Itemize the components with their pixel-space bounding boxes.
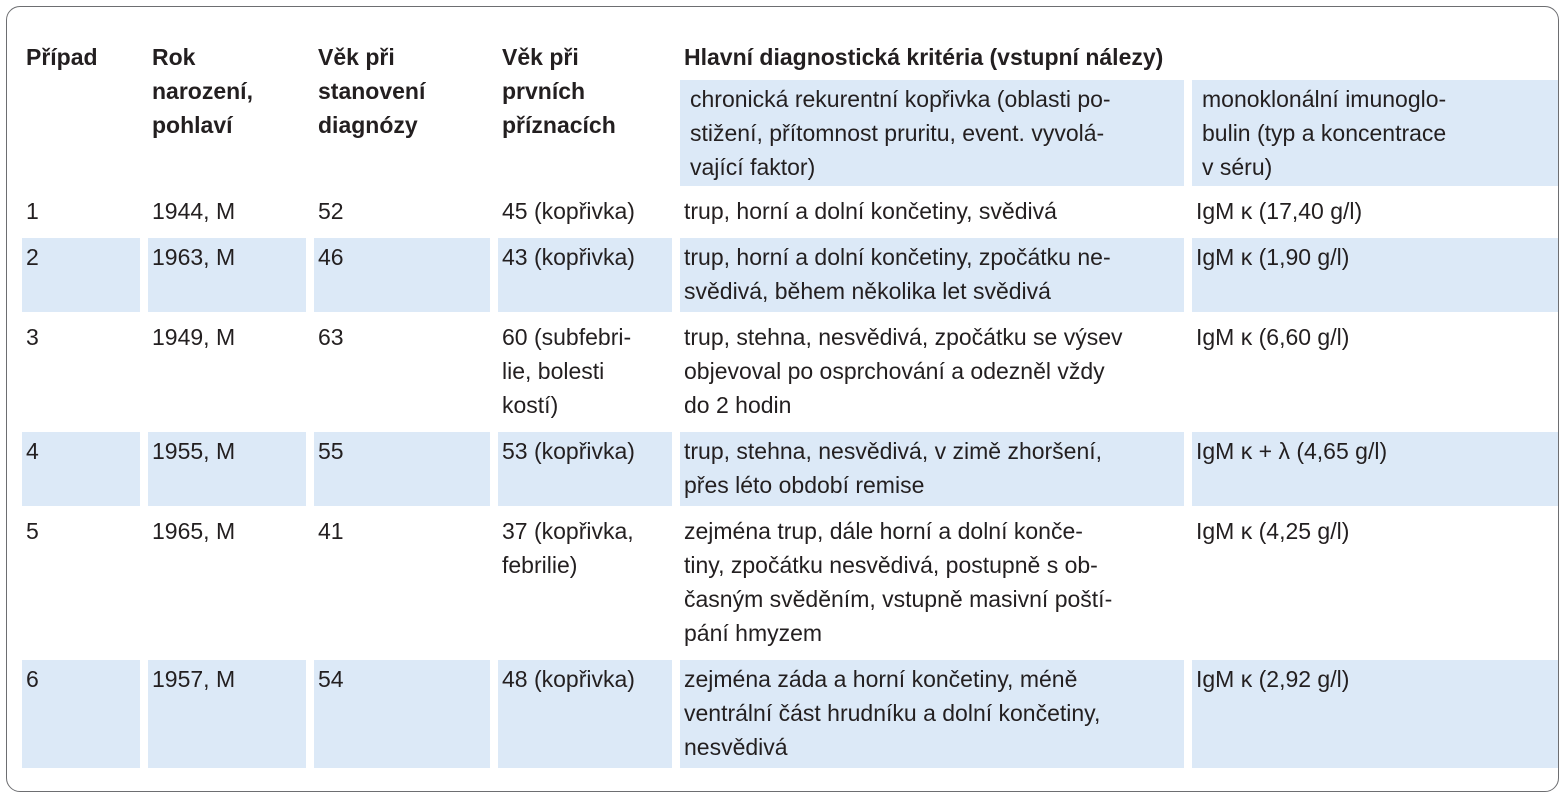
cell-immunoglobulin: IgM κ + λ (4,65 g/l) — [1192, 432, 1558, 506]
cell-age-first: 53 (kopřivka) — [498, 432, 672, 506]
cell-age-diagnosis: 55 — [314, 432, 490, 506]
cell-age-first: 45 (kopřivka) — [502, 198, 635, 224]
cell-urticaria: trup, horní a dolní končetiny, zpočátku ne- svědivá, během několika let svědivá — [680, 238, 1184, 312]
cell-age-diagnosis: 54 — [314, 660, 490, 768]
header-urticaria: chronická rekurentní kopřivka (oblasti po- stižení, přítomnost pruritu, event. vyvolá- vající faktor) — [680, 80, 1184, 186]
cell-urticaria: zejména záda a horní končetiny, méně ventrální část hrudníku a dolní končetiny, nesvědivá — [680, 660, 1184, 768]
cell-case: 4 — [22, 432, 140, 506]
table-row — [22, 238, 1558, 312]
cell-immunoglobulin: IgM κ (2,92 g/l) — [1192, 660, 1558, 768]
cell-case: 5 — [26, 518, 39, 544]
cell-age-diagnosis: 46 — [314, 238, 490, 312]
header-criteria: Hlavní diagnostická kritéria (vstupní nálezy) — [684, 44, 1164, 70]
table-row — [22, 192, 1558, 232]
cell-urticaria: trup, stehna, nesvědivá, zpočátku se výsev objevoval po osprchování a odezněl vždy do 2 hodin — [684, 324, 1123, 418]
cell-immunoglobulin: IgM κ (6,60 g/l) — [1196, 324, 1350, 350]
cell-immunoglobulin: IgM κ (1,90 g/l) — [1192, 238, 1558, 312]
cell-birth: 1957, M — [148, 660, 306, 768]
cell-birth: 1944, M — [152, 198, 236, 224]
cell-urticaria: trup, horní a dolní končetiny, svědivá — [684, 198, 1057, 224]
cell-case: 6 — [22, 660, 140, 768]
cell-age-diagnosis: 41 — [318, 518, 344, 544]
cell-birth: 1963, M — [148, 238, 306, 312]
header-birth: Rok narození, pohlaví — [152, 44, 253, 138]
header-age-first-symptoms: Věk při prvních příznacích — [502, 44, 616, 138]
cell-age-diagnosis: 63 — [318, 324, 344, 350]
cell-urticaria: zejména trup, dále horní a dolní konče- tiny, zpočátku nesvědivá, postupně s ob- časným svěděním, vstupně masivní poští- pání hmyzem — [684, 518, 1113, 646]
cell-immunoglobulin: IgM κ (17,40 g/l) — [1196, 198, 1363, 224]
table-row — [22, 318, 1558, 426]
header-immunoglobulin: monoklonální imunoglo- bulin (typ a koncentrace v séru) — [1192, 80, 1558, 186]
header-row — [22, 40, 1558, 74]
table-row — [22, 512, 1558, 654]
cell-age-first: 43 (kopřivka) — [498, 238, 672, 312]
cell-case: 2 — [22, 238, 140, 312]
cell-age-first: 60 (subfebri- lie, bolesti kostí) — [502, 324, 632, 418]
cell-birth: 1955, M — [148, 432, 306, 506]
header-age-diagnosis: Věk při stanovení diagnózy — [318, 44, 426, 138]
table-row — [22, 660, 1558, 768]
table-row — [22, 432, 1558, 506]
cell-age-first: 48 (kopřivka) — [498, 660, 672, 768]
cell-urticaria: trup, stehna, nesvědivá, v zimě zhoršení, přes léto období remise — [680, 432, 1184, 506]
cell-birth: 1965, M — [152, 518, 236, 544]
data-table — [14, 34, 1566, 774]
cell-case: 3 — [26, 324, 39, 350]
cell-age-diagnosis: 52 — [318, 198, 344, 224]
cell-birth: 1949, M — [152, 324, 236, 350]
cell-immunoglobulin: IgM κ (4,25 g/l) — [1196, 518, 1350, 544]
cell-case: 1 — [26, 198, 39, 224]
header-case: Případ — [26, 44, 98, 70]
cell-age-first: 37 (kopřivka, febrilie) — [502, 518, 634, 578]
